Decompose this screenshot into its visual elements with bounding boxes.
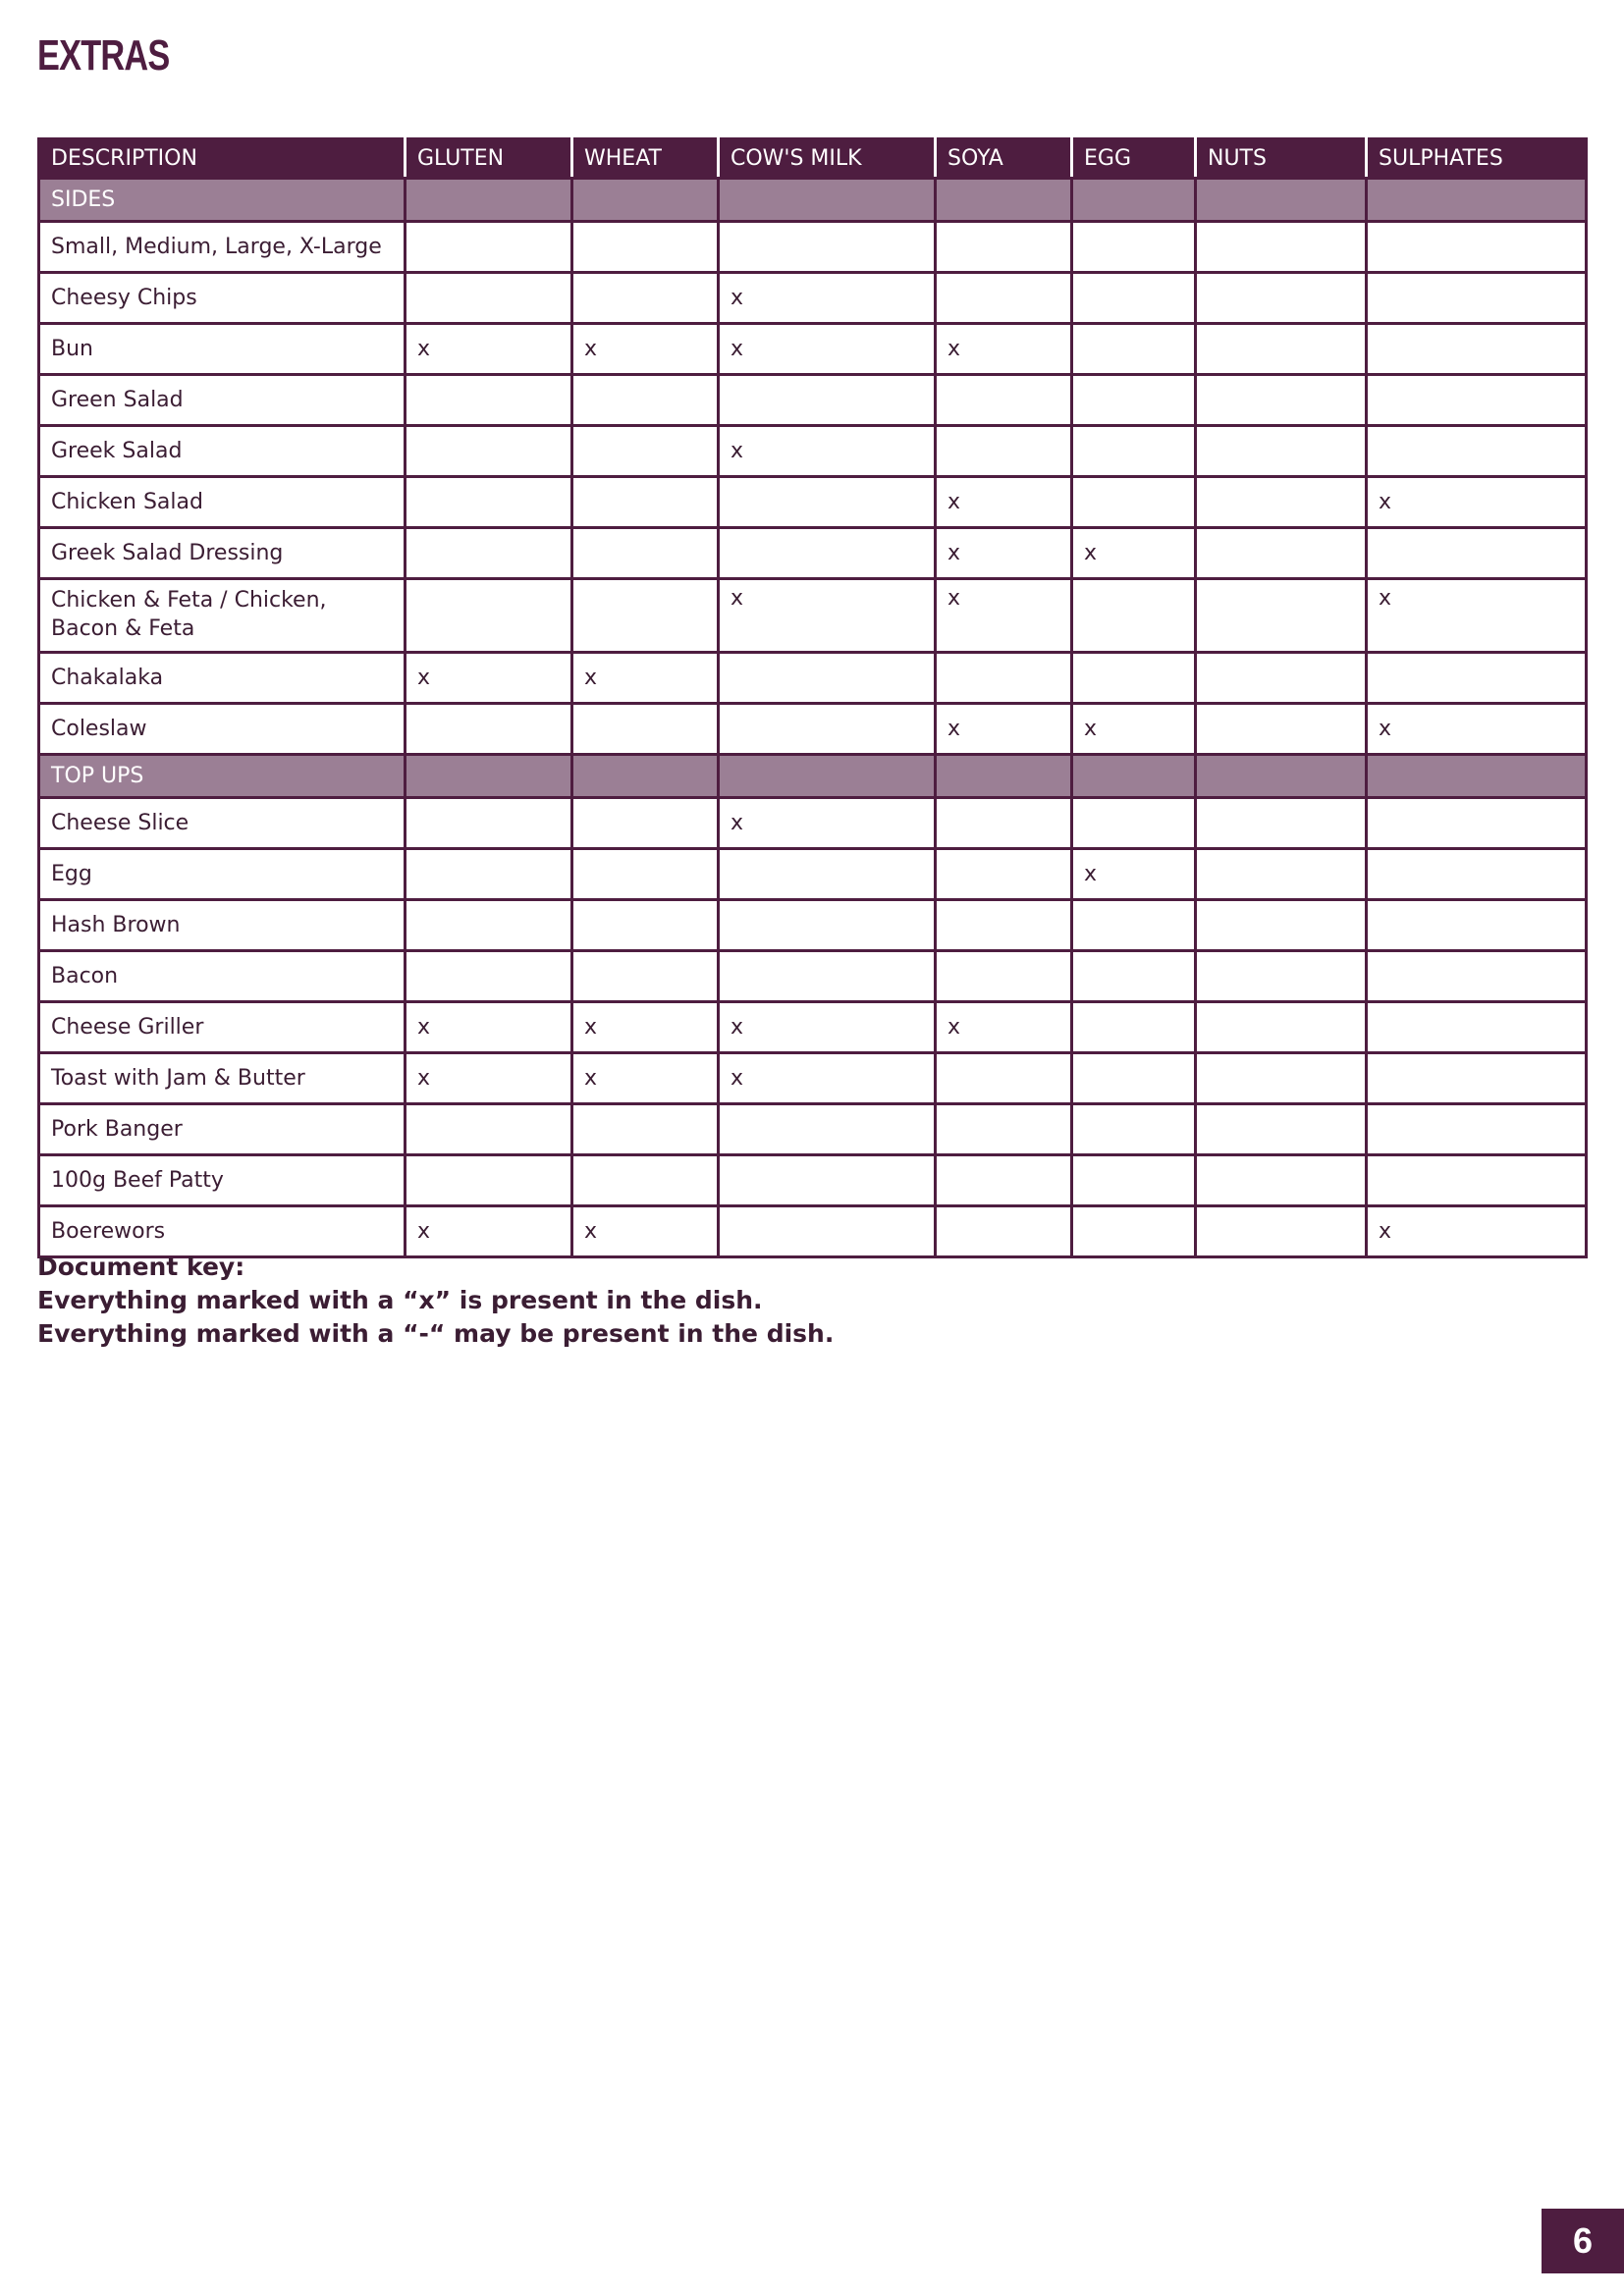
allergen-mark-cell <box>719 1206 936 1257</box>
allergen-mark-cell: x <box>572 1053 719 1104</box>
allergen-mark-cell <box>1367 653 1587 704</box>
allergen-mark-cell: x <box>572 324 719 375</box>
allergen-mark-cell: x <box>1367 1206 1587 1257</box>
allergen-mark-cell: x <box>719 579 936 653</box>
allergen-mark-cell: x <box>719 426 936 477</box>
column-header-nuts: NUTS <box>1196 139 1367 179</box>
allergen-mark-cell <box>406 528 572 579</box>
table-row <box>39 1002 1587 1053</box>
allergen-mark-cell: x <box>936 1002 1072 1053</box>
allergen-mark-cell <box>1196 426 1367 477</box>
table-row <box>39 477 1587 528</box>
item-name-cell: Greek Salad <box>39 426 406 477</box>
allergen-mark-cell: x <box>1072 704 1196 755</box>
item-name-cell: Coleslaw <box>39 704 406 755</box>
section-empty-cell <box>1367 755 1587 798</box>
table-row <box>39 222 1587 273</box>
allergen-mark-cell <box>1367 1155 1587 1206</box>
section-empty-cell <box>1072 179 1196 222</box>
section-row <box>39 755 1587 798</box>
allergen-mark-cell: x <box>719 798 936 849</box>
allergen-mark-cell: x <box>936 477 1072 528</box>
allergen-mark-cell <box>572 375 719 426</box>
section-empty-cell <box>572 179 719 222</box>
allergen-mark-cell <box>719 1104 936 1155</box>
allergen-mark-cell <box>1367 798 1587 849</box>
column-header-wheat: WHEAT <box>572 139 719 179</box>
allergen-mark-cell <box>406 951 572 1002</box>
allergen-mark-cell <box>936 426 1072 477</box>
allergen-mark-cell <box>936 849 1072 900</box>
allergen-mark-cell <box>1072 222 1196 273</box>
item-name-cell: Greek Salad Dressing <box>39 528 406 579</box>
section-empty-cell <box>406 755 572 798</box>
allergen-mark-cell <box>719 849 936 900</box>
allergen-mark-cell: x <box>936 579 1072 653</box>
allergen-mark-cell <box>406 426 572 477</box>
page-title: EXTRAS <box>37 31 170 80</box>
allergen-mark-cell <box>1196 1155 1367 1206</box>
allergen-mark-cell: x <box>936 528 1072 579</box>
allergen-mark-cell <box>1367 426 1587 477</box>
allergen-mark-cell <box>1072 900 1196 951</box>
allergen-mark-cell <box>1367 1104 1587 1155</box>
allergen-mark-cell <box>1196 273 1367 324</box>
table-row <box>39 579 1587 653</box>
section-empty-cell <box>572 755 719 798</box>
document-key-line-may-be-present: Everything marked with a “-“ may be present in the dish. <box>37 1319 835 1348</box>
column-header-sulphates: SULPHATES <box>1367 139 1587 179</box>
item-name-cell: Cheesy Chips <box>39 273 406 324</box>
allergen-mark-cell <box>572 1155 719 1206</box>
allergen-mark-cell: x <box>1367 704 1587 755</box>
item-name-cell: Chakalaka <box>39 653 406 704</box>
document-key-line-present: Everything marked with a “x” is present in the dish. <box>37 1286 763 1314</box>
allergen-mark-cell <box>719 951 936 1002</box>
section-empty-cell <box>936 179 1072 222</box>
allergen-mark-cell: x <box>1367 477 1587 528</box>
allergen-mark-cell <box>572 528 719 579</box>
allergen-mark-cell <box>1072 798 1196 849</box>
section-empty-cell <box>1196 755 1367 798</box>
column-header-gluten: GLUTEN <box>406 139 572 179</box>
table-row <box>39 273 1587 324</box>
column-header-cow-s-milk: COW'S MILK <box>719 139 936 179</box>
allergen-mark-cell <box>572 273 719 324</box>
allergen-mark-cell <box>936 1155 1072 1206</box>
allergen-mark-cell <box>1367 528 1587 579</box>
allergen-mark-cell <box>936 951 1072 1002</box>
allergen-mark-cell <box>1367 324 1587 375</box>
section-empty-cell <box>406 179 572 222</box>
item-name-cell: Bun <box>39 324 406 375</box>
allergen-mark-cell <box>572 951 719 1002</box>
allergen-mark-cell <box>1367 849 1587 900</box>
table-row <box>39 1155 1587 1206</box>
allergen-mark-cell <box>719 528 936 579</box>
allergen-mark-cell: x <box>936 324 1072 375</box>
allergen-mark-cell <box>1196 324 1367 375</box>
item-name-cell: Cheese Slice <box>39 798 406 849</box>
allergen-mark-cell: x <box>719 324 936 375</box>
allergen-mark-cell <box>1196 579 1367 653</box>
allergen-mark-cell <box>1072 653 1196 704</box>
section-label: SIDES <box>39 179 406 222</box>
allergen-mark-cell <box>1196 477 1367 528</box>
allergen-mark-cell <box>1196 900 1367 951</box>
item-name-cell: 100g Beef Patty <box>39 1155 406 1206</box>
allergen-mark-cell <box>1367 951 1587 1002</box>
allergen-mark-cell <box>1367 900 1587 951</box>
table-row <box>39 900 1587 951</box>
item-name-cell: Toast with Jam & Butter <box>39 1053 406 1104</box>
allergen-mark-cell <box>1072 324 1196 375</box>
allergen-mark-cell <box>572 798 719 849</box>
allergen-mark-cell: x <box>719 1002 936 1053</box>
column-header-description: DESCRIPTION <box>39 139 406 179</box>
table-row <box>39 849 1587 900</box>
allergen-mark-cell: x <box>406 324 572 375</box>
allergen-mark-cell: x <box>572 1002 719 1053</box>
section-empty-cell <box>719 755 936 798</box>
allergen-mark-cell <box>572 426 719 477</box>
allergen-mark-cell: x <box>719 1053 936 1104</box>
allergen-mark-cell <box>1367 222 1587 273</box>
column-header-soya: SOYA <box>936 139 1072 179</box>
table-body <box>39 179 1587 1257</box>
allergen-mark-cell: x <box>719 273 936 324</box>
allergen-mark-cell: x <box>572 1206 719 1257</box>
item-name-cell: Cheese Griller <box>39 1002 406 1053</box>
allergen-mark-cell <box>1196 1002 1367 1053</box>
allergen-mark-cell <box>1196 1053 1367 1104</box>
item-name-cell: Chicken Salad <box>39 477 406 528</box>
allergen-mark-cell <box>1367 1002 1587 1053</box>
item-name-cell: Pork Banger <box>39 1104 406 1155</box>
table-row <box>39 653 1587 704</box>
allergen-mark-cell <box>1196 653 1367 704</box>
table-row <box>39 704 1587 755</box>
allergen-mark-cell <box>719 1155 936 1206</box>
document-key <box>37 1251 834 1351</box>
section-empty-cell <box>1367 179 1587 222</box>
table-row <box>39 324 1587 375</box>
column-header-egg: EGG <box>1072 139 1196 179</box>
allergen-mark-cell <box>1072 1053 1196 1104</box>
allergen-mark-cell: x <box>572 653 719 704</box>
allergen-mark-cell <box>572 900 719 951</box>
allergen-mark-cell <box>1196 704 1367 755</box>
allergen-mark-cell <box>572 222 719 273</box>
section-empty-cell <box>719 179 936 222</box>
table-row <box>39 1104 1587 1155</box>
allergen-mark-cell <box>1072 477 1196 528</box>
table-row <box>39 1206 1587 1257</box>
allergen-mark-cell <box>936 900 1072 951</box>
table-row <box>39 1053 1587 1104</box>
item-name-cell: Boerewors <box>39 1206 406 1257</box>
allergen-mark-cell <box>406 849 572 900</box>
document-key-heading: Document key: <box>37 1253 245 1281</box>
allergen-mark-cell <box>936 653 1072 704</box>
allergen-mark-cell <box>719 222 936 273</box>
allergen-mark-cell <box>1196 951 1367 1002</box>
allergen-mark-cell <box>1072 579 1196 653</box>
allergen-mark-cell <box>1072 375 1196 426</box>
allergen-mark-cell <box>719 900 936 951</box>
allergen-mark-cell <box>406 704 572 755</box>
allergen-mark-cell <box>1196 798 1367 849</box>
allergen-mark-cell <box>1196 849 1367 900</box>
allergen-mark-cell <box>406 273 572 324</box>
allergen-mark-cell: x <box>1072 849 1196 900</box>
allergen-mark-cell <box>936 273 1072 324</box>
allergen-mark-cell <box>572 704 719 755</box>
allergen-mark-cell <box>719 704 936 755</box>
section-empty-cell <box>1196 179 1367 222</box>
item-name-cell: Chicken & Feta / Chicken, Bacon & Feta <box>39 579 406 653</box>
allergen-mark-cell <box>406 900 572 951</box>
item-name-cell: Bacon <box>39 951 406 1002</box>
allergen-mark-cell: x <box>406 1206 572 1257</box>
section-empty-cell <box>936 755 1072 798</box>
table-row <box>39 528 1587 579</box>
allergen-mark-cell: x <box>1072 528 1196 579</box>
allergen-mark-cell <box>572 579 719 653</box>
allergen-mark-cell <box>406 222 572 273</box>
allergen-mark-cell <box>1072 1155 1196 1206</box>
allergen-mark-cell <box>719 477 936 528</box>
allergen-mark-cell <box>936 1053 1072 1104</box>
item-name-cell: Small, Medium, Large, X-Large <box>39 222 406 273</box>
item-name-cell: Green Salad <box>39 375 406 426</box>
allergen-mark-cell <box>1072 1206 1196 1257</box>
allergen-mark-cell: x <box>1367 579 1587 653</box>
allergen-mark-cell <box>1196 222 1367 273</box>
allergen-mark-cell <box>1367 273 1587 324</box>
allergen-mark-cell <box>1367 1053 1587 1104</box>
allergen-mark-cell <box>406 798 572 849</box>
allergen-mark-cell <box>1196 528 1367 579</box>
allergen-mark-cell <box>406 1104 572 1155</box>
allergen-mark-cell <box>572 477 719 528</box>
allergen-mark-cell: x <box>406 1053 572 1104</box>
allergen-mark-cell: x <box>936 704 1072 755</box>
allergen-mark-cell <box>936 222 1072 273</box>
item-name-cell: Egg <box>39 849 406 900</box>
allergen-mark-cell <box>1196 375 1367 426</box>
allergen-mark-cell <box>572 849 719 900</box>
allergen-mark-cell <box>406 477 572 528</box>
table-row <box>39 426 1587 477</box>
allergen-mark-cell <box>1196 1206 1367 1257</box>
allergen-mark-cell <box>1072 951 1196 1002</box>
allergen-mark-cell: x <box>406 653 572 704</box>
table-row <box>39 798 1587 849</box>
allergen-mark-cell <box>1072 273 1196 324</box>
allergen-table <box>37 137 1588 1258</box>
allergen-mark-cell <box>936 798 1072 849</box>
section-empty-cell <box>1072 755 1196 798</box>
allergen-mark-cell <box>1072 426 1196 477</box>
allergen-mark-cell <box>406 375 572 426</box>
page-number: 6 <box>1542 2209 1624 2273</box>
allergen-mark-cell <box>1196 1104 1367 1155</box>
allergen-mark-cell <box>572 1104 719 1155</box>
allergen-mark-cell <box>936 1206 1072 1257</box>
allergen-mark-cell <box>1367 375 1587 426</box>
allergen-mark-cell <box>406 579 572 653</box>
section-label: TOP UPS <box>39 755 406 798</box>
allergen-mark-cell <box>1072 1104 1196 1155</box>
allergen-mark-cell <box>719 653 936 704</box>
allergen-mark-cell <box>936 375 1072 426</box>
allergen-mark-cell: x <box>406 1002 572 1053</box>
allergen-mark-cell <box>936 1104 1072 1155</box>
table-header-row <box>39 139 1587 179</box>
allergen-mark-cell <box>719 375 936 426</box>
table-row <box>39 951 1587 1002</box>
section-row <box>39 179 1587 222</box>
item-name-cell: Hash Brown <box>39 900 406 951</box>
table-row <box>39 375 1587 426</box>
allergen-mark-cell <box>1072 1002 1196 1053</box>
allergen-mark-cell <box>406 1155 572 1206</box>
